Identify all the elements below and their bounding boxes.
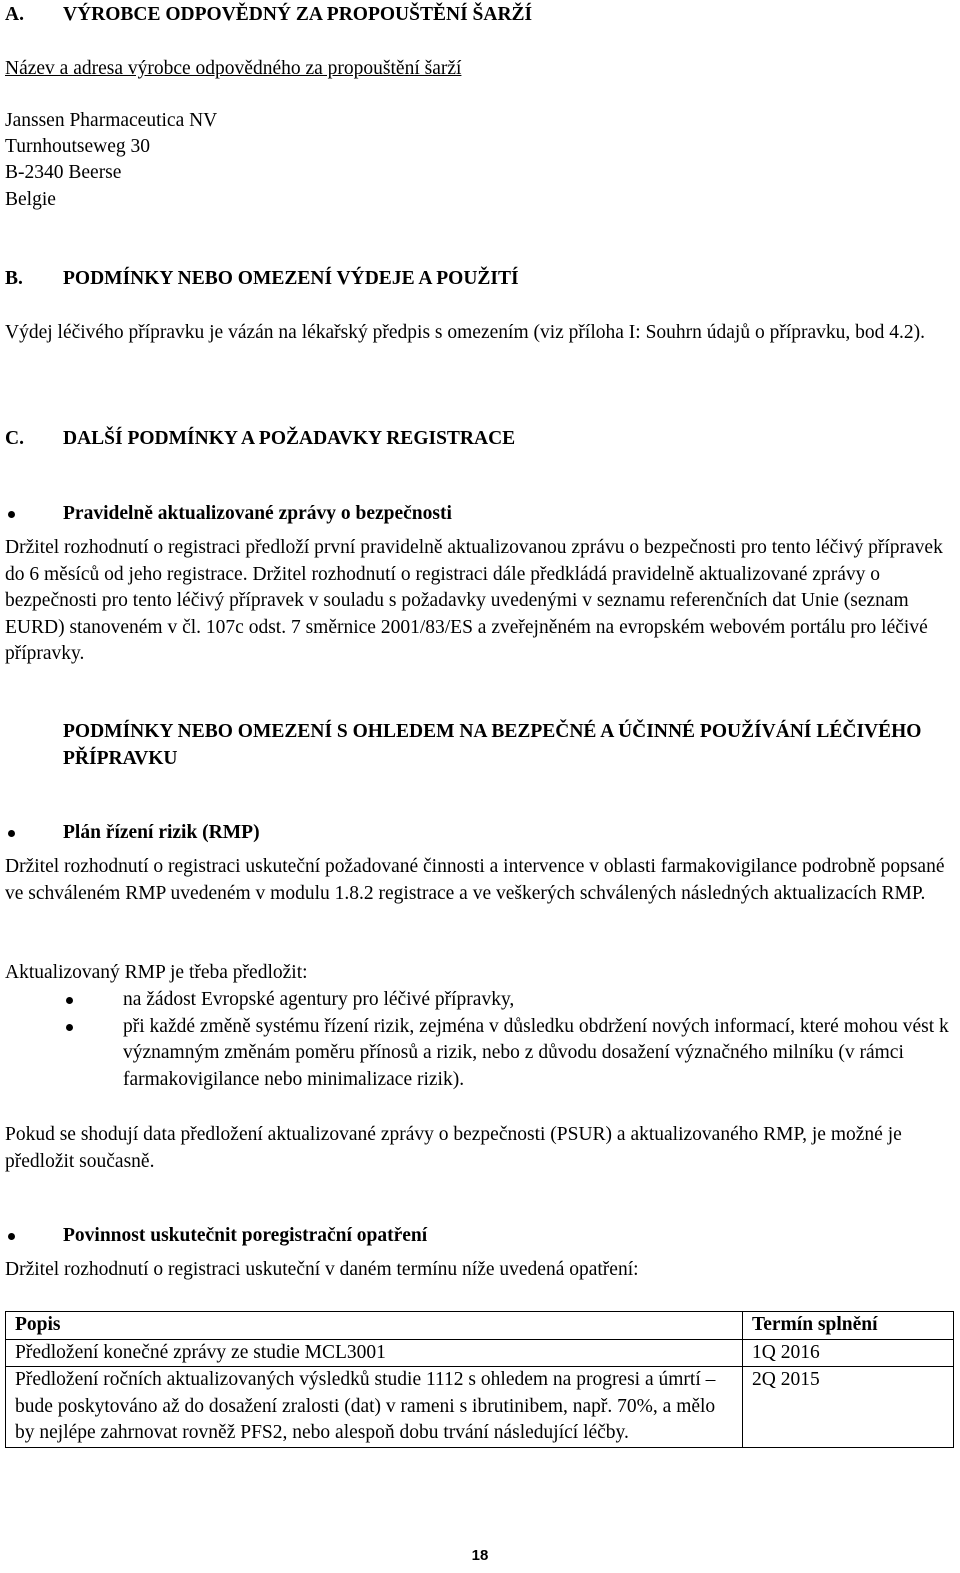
header-due-date: Termín splnění <box>743 1312 954 1340</box>
section-a-letter: A. <box>5 4 24 25</box>
section-c-letter: C. <box>5 428 24 449</box>
table-header-row <box>6 1312 954 1340</box>
section-b-title: PODMÍNKY NEBO OMEZENÍ VÝDEJE A POUŽITÍ <box>63 268 519 289</box>
psur-bullet-heading: Pravidelně aktualizované zprávy o bezpečnosti <box>5 501 952 528</box>
rmp-update-list <box>0 987 952 1093</box>
section-a-subtitle: Název a adresa výrobce odpovědného za propouštění šarží <box>5 58 462 79</box>
address-line-2: Turnhoutseweg 30 <box>5 136 150 157</box>
section-a-heading <box>5 2 952 29</box>
page-number: 18 <box>471 1547 489 1564</box>
address-line-1: Janssen Pharmaceutica NV <box>5 110 218 131</box>
section-c-text: Držitel rozhodnutí o registraci předloží první pravidelně aktualizovanou zprávu o bezpečnosti pro tento léčivý přípravek do 6 měsíců od jeho registrace. Držitel rozhodnutí o registraci dále předkládá pravidelně aktualizované zprávy o bezpečnosti pro tento léčivý přípravek v souladu s požadavky uvedenými v seznamu referenčních dat Unie (seznam EURD) stanoveném v čl. 107c odst. 7 směrnice 2001/83/ES a zveřejněném na evropském webovém portálu pro léčivé přípravky. <box>5 537 943 664</box>
table-row <box>6 1339 954 1367</box>
table-cell-due-date: 1Q 2016 <box>743 1339 954 1367</box>
measures-table <box>5 1311 954 1448</box>
rmp-text: Držitel rozhodnutí o registraci uskuteční požadované činnosti a intervence v oblasti farmakovigilance podrobně popsané ve schváleném RMP uvedeném v modulu 1.8.2 registrace a ve veškerých schválených následných aktualizacích RMP. <box>5 856 945 904</box>
header-description: Popis <box>6 1312 743 1340</box>
table-row <box>6 1367 954 1448</box>
post-auth-bullet-heading: Povinnost uskutečnit poregistrační opatření <box>5 1223 952 1250</box>
list-item: při každé změně systému řízení rizik, zejména v důsledku obdržení nových informací, které mohou vést k významným změnám poměru přínosů a rizik, nebo z důvodu dosažení význačného milníku (v rámci farmakovigilance nebo minimalizace rizik). <box>0 1014 952 1094</box>
table-cell-due-date: 2Q 2015 <box>743 1367 954 1448</box>
table-cell-description: Předložení ročních aktualizovaných výsledků studie 1112 s ohledem na progresi a úmrtí – bude poskytováno až do dosažení zralosti (dat) v rameni s ibrutinibem, např. 70%, a mělo by nejlépe zahrnovat rovněž PFS2, nebo alespoň dobu trvání následující léčby. <box>6 1367 743 1448</box>
address-line-4: Belgie <box>5 189 56 210</box>
section-b-letter: B. <box>5 268 23 289</box>
rmp-update-intro: Aktualizovaný RMP je třeba předložit: <box>5 962 308 983</box>
section-c-title: DALŠÍ PODMÍNKY A POŽADAVKY REGISTRACE <box>63 428 516 449</box>
rmp-bullet-heading: Plán řízení rizik (RMP) <box>5 820 952 847</box>
table-cell-description: Předložení konečné zprávy ze studie MCL3001 <box>6 1339 743 1367</box>
list-item: na žádost Evropské agentury pro léčivé přípravky, <box>0 987 952 1014</box>
section-a-title: VÝROBCE ODPOVĚDNÝ ZA PROPOUŠTĚNÍ ŠARŽÍ <box>63 4 533 25</box>
psur-rmp-text: Pokud se shodují data předložení aktualizované zprávy o bezpečnosti (PSUR) a aktualizovaného RMP, je možné je předložit současně. <box>5 1124 902 1172</box>
section-d-letter <box>5 719 63 746</box>
section-d-heading <box>5 719 952 772</box>
section-b-text: Výdej léčivého přípravku je vázán na lékařský předpis s omezením (viz příloha I: Souhrn údajů o přípravku, bod 4.2). <box>5 322 926 343</box>
section-d-title: PODMÍNKY NEBO OMEZENÍ S OHLEDEM NA BEZPEČNÉ A ÚČINNÉ POUŽÍVÁNÍ LÉČIVÉHO PŘÍPRAVKU <box>63 721 922 769</box>
address-line-3: B-2340 Beerse <box>5 162 122 183</box>
post-auth-text: Držitel rozhodnutí o registraci uskuteční v daném termínu níže uvedená opatření: <box>5 1259 639 1280</box>
section-b-heading <box>5 266 952 293</box>
section-c-heading <box>5 426 952 453</box>
